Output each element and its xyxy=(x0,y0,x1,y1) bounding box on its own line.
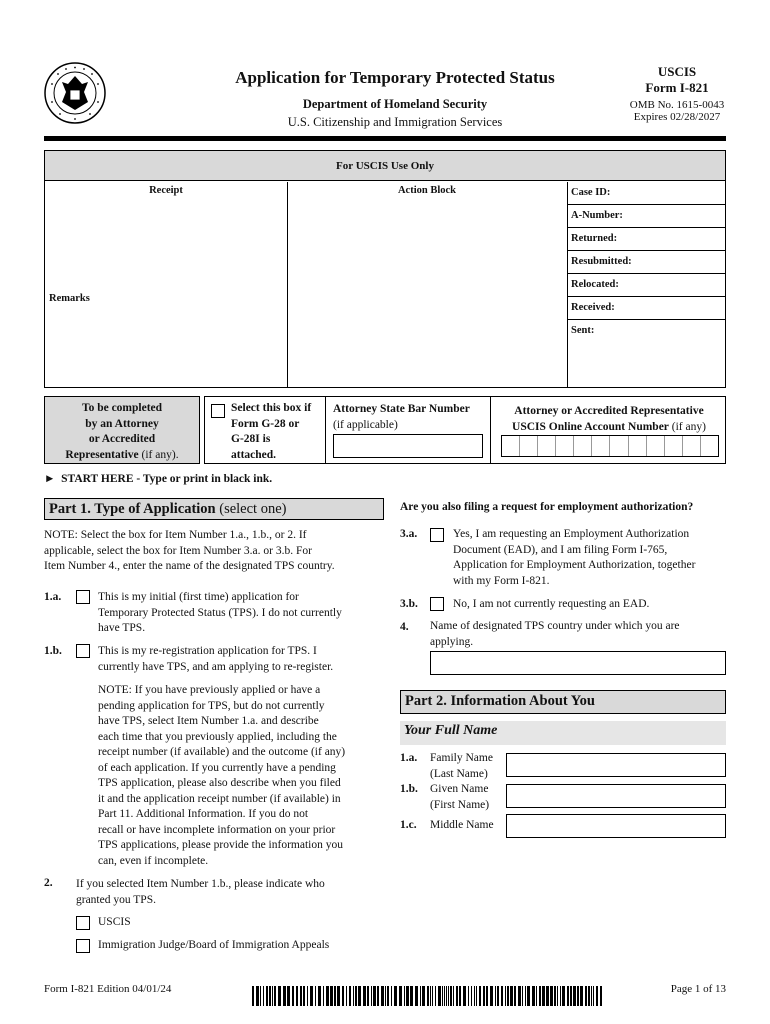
given-name-text: Given Name xyxy=(430,783,489,795)
account-note: (if any) xyxy=(671,420,706,433)
note-line: Part 11. Additional Information. If you do not xyxy=(98,808,309,820)
g28-text: Select this box if xyxy=(231,402,312,414)
start-here-text: START HERE - Type or print in black ink. xyxy=(61,473,273,485)
g28-text: attached. xyxy=(231,448,277,461)
g28-text: G-28I is xyxy=(231,433,271,445)
bar-number-note: (if applicable) xyxy=(333,418,398,431)
note-line: can, even if incomplete. xyxy=(98,854,209,867)
item-3b-label: No, I am not currently requesting an EAD. xyxy=(453,598,650,610)
item-1b-label xyxy=(98,644,388,675)
item-3b-number: 3.b. xyxy=(400,598,418,610)
item-3a-text: Application for Employment Authorization, together xyxy=(453,559,696,571)
family-name-text: (Last Name) xyxy=(430,767,488,780)
remarks-label: Remarks xyxy=(49,293,90,304)
attorney-text: (if any). xyxy=(141,448,179,461)
office-use-block xyxy=(44,150,726,388)
item-2-number: 2. xyxy=(44,877,53,889)
header-rule xyxy=(44,136,726,141)
department-name: Department of Homeland Security xyxy=(302,97,488,111)
attorney-fields xyxy=(204,396,726,464)
part1-title-note: (select one) xyxy=(219,501,287,517)
receipt-label: Receipt xyxy=(149,185,183,196)
item-1b-text: This is my re-registration application for TPS. I xyxy=(98,645,317,657)
item-1a-text: have TPS. xyxy=(98,622,146,634)
page-number: Page 1 of 13 xyxy=(670,983,726,995)
account-text: Attorney or Accredited Representative xyxy=(514,405,704,417)
note-line: of each application. If you currently have a pending xyxy=(98,761,336,774)
given-name-label xyxy=(430,782,489,813)
tps-country-input[interactable] xyxy=(430,651,726,675)
resubmitted-field: Resubmitted: xyxy=(568,251,725,274)
item-3b-checkbox[interactable] xyxy=(430,597,444,611)
expiration-date: Expires 02/28/2027 xyxy=(633,111,721,123)
family-name-number: 1.a. xyxy=(400,752,418,764)
item-1a-number: 1.a. xyxy=(44,591,62,603)
note-line: NOTE: Select the box for Item Number 1.a., 1.b., or 2. If xyxy=(44,529,307,541)
g28-checkbox[interactable] xyxy=(211,404,225,418)
start-here-instruction xyxy=(44,473,272,485)
given-name-input[interactable] xyxy=(506,784,726,808)
agency-name: U.S. Citizenship and Immigration Services xyxy=(287,115,503,129)
item-1b-checkbox[interactable] xyxy=(76,644,90,658)
received-field: Received: xyxy=(568,297,725,320)
uscis-label: USCIS xyxy=(657,64,697,79)
given-name-text: (First Name) xyxy=(430,798,490,811)
note-line: it and the application receipt number (if available) in xyxy=(98,792,341,805)
item-3a-text: Yes, I am requesting an Employment Authorization xyxy=(453,528,690,540)
given-name-number: 1.b. xyxy=(400,783,418,795)
family-name-input[interactable] xyxy=(506,753,726,777)
item-2-label xyxy=(76,877,386,908)
bar-number-label xyxy=(333,402,470,433)
note-line: TPS applications, please provide the information you xyxy=(98,839,343,851)
omb-number: OMB No. 1615-0043 xyxy=(629,99,725,111)
a-number-field: A-Number: xyxy=(568,205,725,228)
account-text: USCIS Online Account Number xyxy=(512,420,669,433)
attorney-block xyxy=(44,396,726,464)
family-name-label xyxy=(430,751,493,782)
form-edition: Form I-821 Edition 04/01/24 xyxy=(44,983,172,995)
bar-number-input[interactable] xyxy=(333,434,483,458)
judge-option-label: Immigration Judge/Board of Immigration Appeals xyxy=(98,939,330,951)
ead-question: Are you also filing a request for employment authorization? xyxy=(400,501,694,513)
part1-header xyxy=(44,498,384,520)
item-4-text: Name of designated TPS country under which you are xyxy=(430,620,680,632)
barcode-icon xyxy=(252,986,604,1006)
attorney-text: Representative xyxy=(65,448,139,461)
note-line: NOTE: If you have previously applied or have a xyxy=(98,684,321,696)
middle-name-number: 1.c. xyxy=(400,819,417,831)
part2-header: Part 2. Information About You xyxy=(400,690,726,714)
attorney-text: To be completed xyxy=(81,402,163,414)
form-title: Application for Temporary Protected Status xyxy=(235,68,555,87)
g28-text: Form G-28 or xyxy=(231,417,300,430)
form-number: Form I-821 xyxy=(645,80,709,95)
item-1a-text: This is my initial (first time) application for xyxy=(98,591,299,603)
family-name-text: Family Name xyxy=(430,752,493,764)
note-line: TPS application, please also describe when you filed xyxy=(98,777,341,789)
note-line: pending application for TPS, but do not currently xyxy=(98,699,325,712)
divider xyxy=(325,397,326,463)
uscis-option-label: USCIS xyxy=(98,916,131,928)
note-line: have TPS, select Item Number 1.a. and describe xyxy=(98,715,319,727)
item-3a-checkbox[interactable] xyxy=(430,528,444,542)
divider xyxy=(287,182,288,388)
item-1a-label xyxy=(98,590,388,637)
uscis-checkbox[interactable] xyxy=(76,916,90,930)
item-4-label xyxy=(430,619,726,650)
middle-name-label: Middle Name xyxy=(430,819,494,831)
attorney-text: or Accredited xyxy=(88,433,156,445)
note-line: receipt number (if available) and the outcome (if any) xyxy=(98,746,346,758)
item-1a-checkbox[interactable] xyxy=(76,590,90,604)
office-use-heading: For USCIS Use Only xyxy=(45,151,725,181)
item-1a-text: Temporary Protected Status (TPS). I do not currently xyxy=(98,606,342,619)
middle-name-input[interactable] xyxy=(506,814,726,838)
item-1b-number: 1.b. xyxy=(44,645,62,657)
part1-title: Part 1. Type of Application xyxy=(49,501,216,517)
relocated-field: Relocated: xyxy=(568,274,725,297)
note-line: applicable, select the box for Item Number 3.a. or 3.b. For xyxy=(44,544,312,557)
arrow-right-icon: ► xyxy=(44,473,56,485)
g28-label xyxy=(231,401,311,463)
bar-number-text: Attorney State Bar Number xyxy=(333,403,470,415)
returned-field: Returned: xyxy=(568,228,725,251)
judge-checkbox[interactable] xyxy=(76,939,90,953)
sent-field: Sent: xyxy=(571,325,595,336)
note-line: recall or have incomplete information on your prior xyxy=(98,823,336,836)
form-identifier xyxy=(612,64,742,123)
item-3a-text: with my Form I-821. xyxy=(453,574,550,587)
item-1b-note xyxy=(98,683,388,869)
item-3a-text: Document (EAD), and I am filing Form I-765, xyxy=(453,543,668,556)
item-1b-text: currently have TPS, and am applying to re-register. xyxy=(98,660,334,673)
account-number-input[interactable] xyxy=(501,435,719,457)
item-4-text: applying. xyxy=(430,635,474,648)
note-line: Item Number 4., enter the name of the designated TPS country. xyxy=(44,560,335,572)
note-line: each time that you previously applied, including the xyxy=(98,730,337,743)
attorney-text: by an Attorney xyxy=(85,417,159,430)
item-3a-number: 3.a. xyxy=(400,528,418,540)
item-3a-label xyxy=(453,527,728,589)
full-name-subheader: Your Full Name xyxy=(400,721,726,745)
part1-note xyxy=(44,528,384,575)
action-block-label: Action Block xyxy=(397,185,457,196)
account-number-label xyxy=(495,404,723,435)
item-2-text: If you selected Item Number 1.b., please indicate who xyxy=(76,878,325,890)
case-id-field: Case ID: xyxy=(568,182,725,205)
item-4-number: 4. xyxy=(400,621,409,633)
divider xyxy=(490,397,491,463)
item-2-text: granted you TPS. xyxy=(76,893,156,906)
attorney-instructions xyxy=(44,396,200,464)
